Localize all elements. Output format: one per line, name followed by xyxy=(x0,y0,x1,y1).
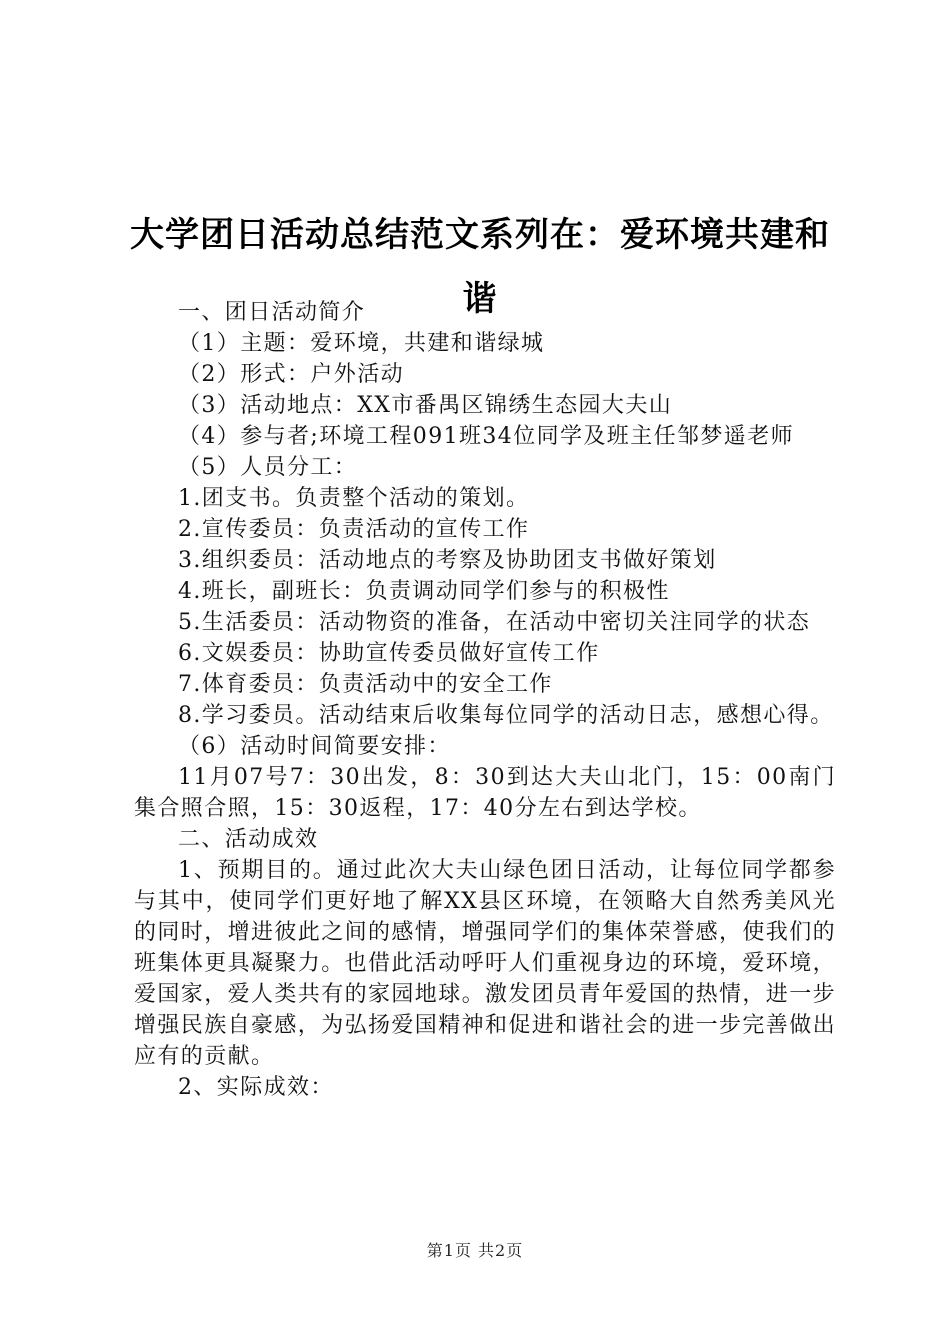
item-location: （3）活动地点：XX市番禺区锦绣生态园大夫山 xyxy=(178,393,673,418)
results-actual: 2、实际成效： xyxy=(178,1075,334,1100)
section-heading-results: 二、活动成效 xyxy=(178,827,319,852)
schedule-detail: 11月07号7：30出发，8：30到达大夫山北门，15：00南门集合照合照，15：30返程，17：40分左右到达学校。 xyxy=(134,765,836,821)
staff-role-7: 7.体育委员：负责活动中的安全工作 xyxy=(178,672,553,697)
item-staffing: （5）人员分工： xyxy=(178,455,358,480)
staff-role-8: 8.学习委员。活动结束后收集每位同学的活动日志，感想心得。 xyxy=(178,703,834,728)
staff-role-4: 4.班长，副班长：负责调动同学们参与的积极性 xyxy=(178,579,670,604)
document-body xyxy=(134,297,836,1103)
staff-role-6: 6.文娱委员：协助宣传委员做好宣传工作 xyxy=(178,641,600,666)
staff-role-1: 1.团支书。负责整个活动的策划。 xyxy=(178,486,530,511)
page-footer: 第1页 共2页 xyxy=(426,1241,524,1260)
staff-role-3: 3.组织委员：活动地点的考察及协助团支书做好策划 xyxy=(178,548,717,573)
item-form: （2）形式：户外活动 xyxy=(178,362,404,387)
item-theme: （1）主题：爱环境，共建和谐绿城 xyxy=(178,331,545,356)
item-schedule: （6）活动时间简要安排： xyxy=(178,734,451,759)
section-heading-intro: 一、团日活动简介 xyxy=(178,300,366,325)
document-title: 大学团日活动总结范文系列在：爱环境共建和谐 xyxy=(130,214,830,319)
staff-role-5: 5.生活委员：活动物资的准备，在活动中密切关注同学的状态 xyxy=(178,610,811,635)
staff-role-2: 2.宣传委员：负责活动的宣传工作 xyxy=(178,517,530,542)
item-participants: （4）参与者;环境工程091班34位同学及班主任邹梦遥老师 xyxy=(178,424,794,449)
results-expected: 1、预期目的。通过此次大夫山绿色团日活动，让每位同学都参与其中，使同学们更好地了解XX县区环境，在领略大自然秀美风光的同时，增进彼此之间的感情，增强同学们的集体荣誉感，使我们的班集体更具凝聚力。也借此活动呼吁人们重视身边的环境，爱环境，爱国家，爱人类共有的家园地球。激发团员青年爱国的热情，进一步增强民族自豪感，为弘扬爱国精神和促进和谐社会的进一步完善做出应有的贡献。 xyxy=(134,858,837,1069)
